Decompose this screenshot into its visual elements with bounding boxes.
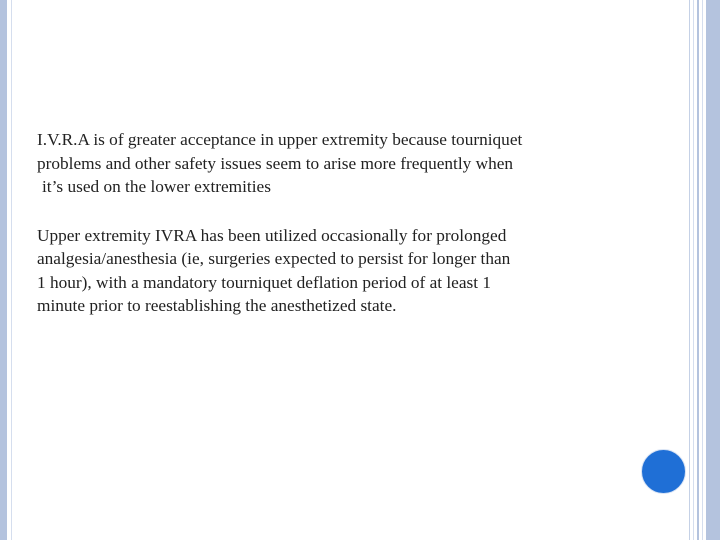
decorative-circle (641, 449, 686, 494)
paragraph-line: I.V.R.A is of greater acceptance in upper extremity because tourniquet (37, 130, 523, 149)
slide-body (37, 128, 637, 318)
paragraph-line: minute prior to reestablishing the anesthetized state. (37, 296, 397, 315)
frame-rule-right-4 (702, 0, 703, 540)
paragraph-line: problems and other safety issues seem to arise more frequently when (37, 153, 514, 173)
frame-border-right (706, 0, 720, 540)
frame-rule-right-1 (689, 0, 690, 540)
paragraph-upper-extremity-ivra (37, 224, 637, 318)
frame-rule-left (11, 0, 12, 540)
frame-rule-right-3 (697, 0, 699, 540)
frame-rule-right-2 (693, 0, 694, 540)
paragraph-ivra-acceptance (37, 128, 637, 199)
frame-border-left (0, 0, 7, 540)
paragraph-line: 1 hour), with a mandatory tourniquet deflation period of at least 1 (37, 272, 491, 292)
paragraph-line: analgesia/anesthesia (ie, surgeries expected to persist for longer than (37, 249, 511, 268)
paragraph-line: Upper extremity IVRA has been utilized occasionally for prolonged (37, 225, 507, 245)
paragraph-line: it’s used on the lower extremities (42, 177, 271, 196)
